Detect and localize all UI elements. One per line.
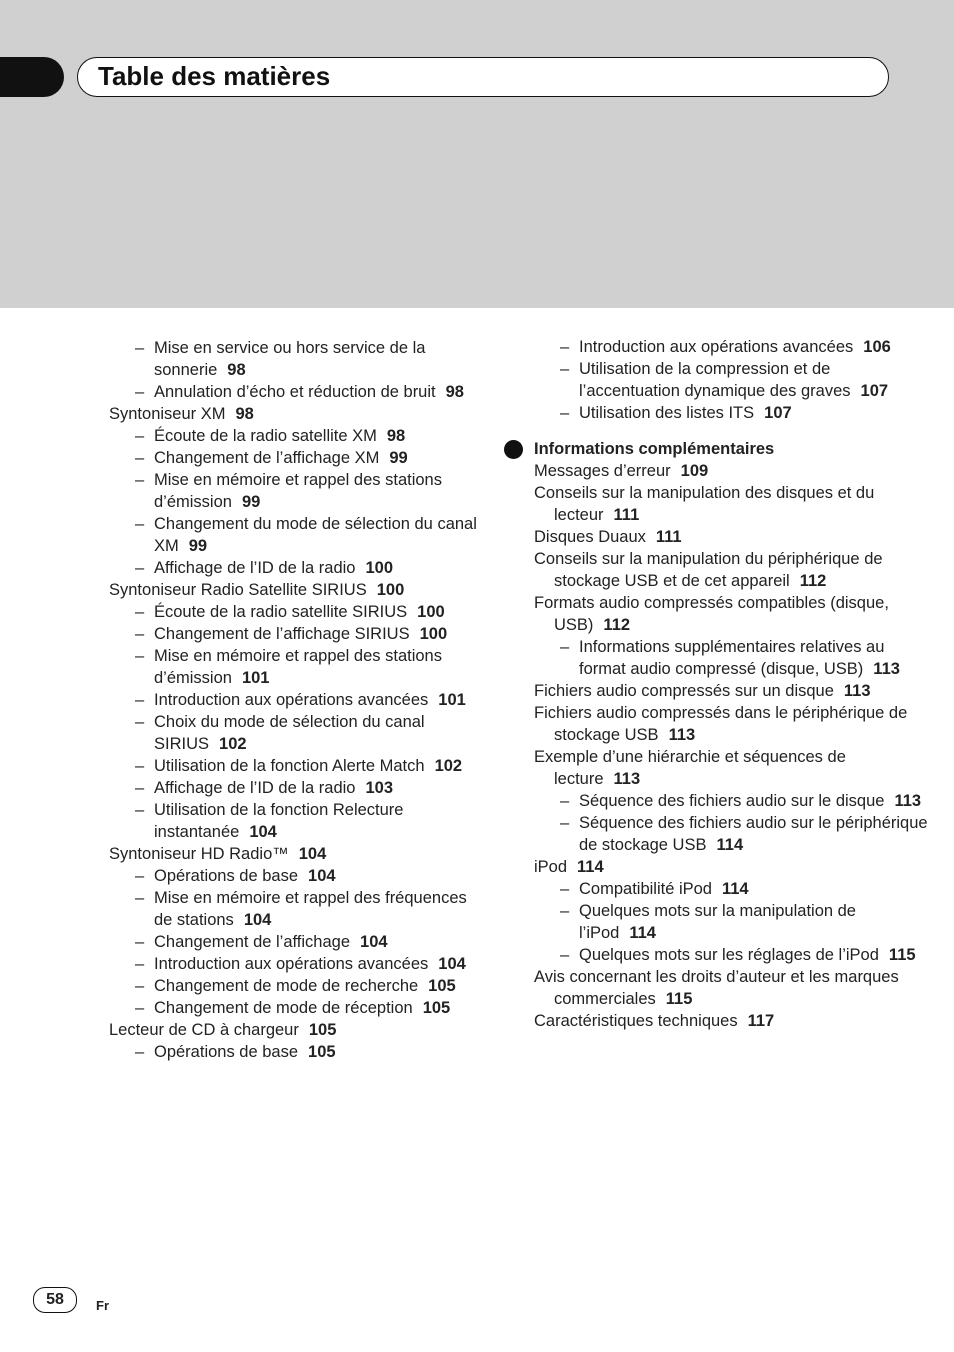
page-number-badge <box>33 1287 77 1313</box>
toc-entry[interactable] <box>534 460 934 482</box>
toc-dash: – <box>135 691 145 709</box>
toc-left-column <box>109 337 489 1063</box>
toc-entry-page: 104 <box>438 955 466 973</box>
toc-entry-page: 99 <box>389 449 408 467</box>
toc-entry-text: Mise en mémoire et rappel des stations d’émission <box>154 471 442 511</box>
toc-dash: – <box>560 814 570 832</box>
toc-entry-page: 113 <box>668 726 696 744</box>
toc-entry-page: 99 <box>188 537 208 555</box>
toc-entry[interactable] <box>109 601 489 623</box>
toc-dash: – <box>135 647 145 665</box>
toc-entry[interactable] <box>534 944 934 966</box>
toc-dash: – <box>135 955 145 973</box>
toc-entry[interactable] <box>109 799 489 843</box>
toc-entry[interactable] <box>109 645 489 689</box>
toc-entry-page: 104 <box>249 823 277 841</box>
toc-dash: – <box>560 404 570 422</box>
section-title: Informations complémentaires <box>534 440 775 458</box>
toc-entry-page: 100 <box>419 625 448 643</box>
toc-entry-text: Syntoniseur Radio Satellite SIRIUS <box>109 581 367 599</box>
toc-entry-page: 113 <box>894 792 922 810</box>
toc-entry-page: 100 <box>376 581 405 599</box>
toc-entry[interactable] <box>534 702 934 746</box>
toc-entry[interactable] <box>109 469 489 513</box>
toc-entry-page: 98 <box>235 405 254 423</box>
toc-entry-text: Mise en mémoire et rappel des fréquences de stations <box>154 889 467 929</box>
toc-entry-text: Séquence des fichiers audio sur le disque <box>579 792 885 810</box>
toc-dash: – <box>135 933 145 951</box>
toc-entry-text: Changement de mode de réception <box>154 999 413 1017</box>
toc-entry-page: 112 <box>799 572 827 590</box>
toc-entry-page: 113 <box>613 770 641 788</box>
toc-entry-page: 104 <box>298 845 327 863</box>
toc-entry-text: Lecteur de CD à chargeur <box>109 1021 299 1039</box>
toc-entry-page: 101 <box>438 691 466 709</box>
toc-entry-page: 105 <box>308 1021 337 1039</box>
toc-entry[interactable] <box>109 865 489 887</box>
toc-entry-text: Opérations de base <box>154 1043 299 1061</box>
toc-entry[interactable] <box>109 557 489 579</box>
toc-entry-text: Affichage de l’ID de la radio <box>154 779 356 797</box>
toc-entry[interactable] <box>109 1041 489 1063</box>
toc-dash: – <box>135 999 145 1017</box>
toc-entry-text: Changement de l’affichage <box>154 933 351 951</box>
toc-entry[interactable] <box>534 856 934 878</box>
toc-dash: – <box>560 792 570 810</box>
section-bullet-icon <box>504 440 523 459</box>
toc-entry-page: 113 <box>873 660 900 678</box>
toc-dash: – <box>135 779 145 797</box>
toc-dash: – <box>135 1043 145 1061</box>
toc-dash: – <box>135 977 145 995</box>
toc-dash: – <box>135 449 145 467</box>
toc-entry-text: Exemple d’une hiérarchie et séquences de lecture <box>534 748 846 788</box>
toc-dash: – <box>135 471 145 489</box>
toc-entry-page: 107 <box>764 404 792 422</box>
header-band <box>0 0 954 308</box>
page-title: Table des matières <box>98 61 331 91</box>
toc-entry-page: 104 <box>308 867 336 885</box>
toc-dash: – <box>135 603 145 621</box>
toc-entry[interactable] <box>109 1019 489 1041</box>
toc-entry-text: Séquence des fichiers audio sur le périphérique de stockage USB <box>579 814 928 854</box>
toc-entry[interactable] <box>534 592 934 636</box>
toc-entry-page: 113 <box>843 682 871 700</box>
toc-entry[interactable] <box>109 337 489 381</box>
toc-entry-text: Disques Duaux <box>534 528 646 546</box>
toc-entry[interactable] <box>109 887 489 931</box>
toc-entry-page: 106 <box>863 338 891 356</box>
toc-dash: – <box>135 713 145 731</box>
toc-entry-page: 101 <box>241 669 270 687</box>
toc-entry[interactable] <box>109 513 489 557</box>
toc-entry[interactable] <box>109 755 489 777</box>
toc-entry[interactable] <box>109 579 489 601</box>
toc-entry[interactable] <box>534 790 934 812</box>
toc-entry-page: 105 <box>428 977 456 995</box>
toc-entry[interactable] <box>109 997 489 1019</box>
toc-entry-page: 111 <box>613 506 640 524</box>
toc-entry[interactable] <box>109 777 489 799</box>
toc-entry-page: 99 <box>241 493 261 511</box>
toc-entry-page: 114 <box>721 880 749 898</box>
toc-entry-text: Fichiers audio compressés sur un disque <box>534 682 834 700</box>
toc-entry-page: 107 <box>860 382 889 400</box>
toc-dash: – <box>560 880 570 898</box>
toc-dash: – <box>135 757 145 775</box>
toc-dash: – <box>135 801 145 819</box>
toc-entry[interactable] <box>534 812 934 856</box>
toc-entry[interactable] <box>534 336 934 358</box>
toc-entry[interactable] <box>109 953 489 975</box>
toc-entry[interactable] <box>109 975 489 997</box>
toc-dash: – <box>135 515 145 533</box>
section-heading[interactable] <box>534 438 934 460</box>
toc-entry-text: Conseils sur la manipulation des disques et du lecteur <box>534 484 875 524</box>
toc-entry-page: 112 <box>603 616 631 634</box>
toc-entry-page: 114 <box>577 858 604 876</box>
toc-entry-page: 114 <box>629 924 656 942</box>
toc-entry-text: Quelques mots sur les réglages de l’iPod <box>579 946 879 964</box>
toc-entry[interactable] <box>109 447 489 469</box>
toc-entry[interactable] <box>534 680 934 702</box>
toc-entry-text: Affichage de l’ID de la radio <box>154 559 356 577</box>
toc-entry-page: 117 <box>747 1012 775 1030</box>
toc-entry[interactable] <box>534 482 934 526</box>
toc-entry-text: Mise en service ou hors service de la sonnerie <box>154 339 426 379</box>
toc-dash: – <box>560 946 570 964</box>
toc-dash: – <box>135 889 145 907</box>
toc-entry-text: Choix du mode de sélection du canal SIRIUS <box>154 713 425 753</box>
toc-entry-text: Syntoniseur XM <box>109 405 226 423</box>
header-tab-marker <box>0 57 64 97</box>
toc-entry-text: Fichiers audio compressés dans le périphérique de stockage USB <box>534 704 908 744</box>
toc-dash: – <box>135 625 145 643</box>
toc-entry-text: Utilisation de la compression et de l’accentuation dynamique des graves <box>579 360 851 400</box>
toc-dash: – <box>560 638 570 656</box>
toc-entry-text: Caractéristiques techniques <box>534 1012 738 1030</box>
toc-entry-page: 114 <box>716 836 744 854</box>
toc-entry[interactable] <box>534 636 934 680</box>
toc-entry-page: 102 <box>219 735 247 753</box>
toc-dash: – <box>135 867 145 885</box>
toc-entry-page: 104 <box>243 911 272 929</box>
toc-entry[interactable] <box>109 689 489 711</box>
toc-entry-page: 115 <box>665 990 693 1008</box>
toc-entry-text: Quelques mots sur la manipulation de l’iPod <box>579 902 856 942</box>
toc-entry-text: Compatibilité iPod <box>579 880 712 898</box>
toc-entry[interactable] <box>109 381 489 403</box>
toc-dash: – <box>135 559 145 577</box>
toc-entry-page: 105 <box>308 1043 336 1061</box>
toc-entry[interactable] <box>534 878 934 900</box>
toc-dash: – <box>135 339 145 357</box>
toc-entry-page: 115 <box>888 946 916 964</box>
language-code: Fr <box>96 1298 109 1313</box>
toc-section-entries <box>534 460 934 1032</box>
toc-entry-text: Changement de l’affichage SIRIUS <box>154 625 410 643</box>
toc-entry-text: Utilisation de la fonction Relecture instantanée <box>154 801 404 841</box>
toc-entry[interactable] <box>534 966 934 1010</box>
toc-entry[interactable] <box>109 931 489 953</box>
toc-dash: – <box>135 427 145 445</box>
toc-entry-text: Changement de l’affichage XM <box>154 449 380 467</box>
toc-entry-page: 109 <box>680 462 709 480</box>
toc-entry[interactable] <box>109 711 489 755</box>
toc-dash: – <box>135 383 145 401</box>
toc-entry-page: 104 <box>360 933 388 951</box>
toc-entry[interactable] <box>534 358 934 402</box>
toc-entry-text: Opérations de base <box>154 867 299 885</box>
page-number: 58 <box>46 1291 64 1308</box>
toc-entry[interactable] <box>109 425 489 447</box>
toc-entry-page: 98 <box>386 427 406 445</box>
toc-entry-text: Messages d’erreur <box>534 462 671 480</box>
toc-dash: – <box>560 338 570 356</box>
toc-entry-text: Introduction aux opérations avancées <box>579 338 854 356</box>
toc-entry-text: Conseils sur la manipulation du périphérique de stockage USB et de cet appareil <box>534 550 883 590</box>
toc-entry-page: 105 <box>422 999 451 1017</box>
toc-entry[interactable] <box>109 403 489 425</box>
toc-entry-text: Informations supplémentaires relatives au format audio compressé (disque, USB) <box>579 638 885 678</box>
toc-entry-page: 103 <box>365 779 394 797</box>
toc-entry-text: Changement de mode de recherche <box>154 977 419 995</box>
toc-entry-text: iPod <box>534 858 568 876</box>
toc-entry-page: 98 <box>227 361 246 379</box>
toc-entry[interactable] <box>534 548 934 592</box>
toc-entry-text: Écoute de la radio satellite XM <box>154 427 377 445</box>
toc-entry-text: Avis concernant les droits d’auteur et les marques commerciales <box>534 968 899 1008</box>
toc-entry[interactable] <box>534 900 934 944</box>
toc-right-top-entries <box>534 336 934 424</box>
toc-entry[interactable] <box>109 623 489 645</box>
toc-entry-text: Utilisation de la fonction Alerte Match <box>154 757 425 775</box>
toc-entry[interactable] <box>534 526 934 548</box>
toc-right-column <box>534 336 934 1032</box>
toc-entry-text: Formats audio compressés compatibles (disque, USB) <box>534 594 889 634</box>
toc-entry[interactable] <box>534 402 934 424</box>
toc-entry-text: Introduction aux opérations avancées <box>154 955 429 973</box>
toc-dash: – <box>560 360 570 378</box>
toc-entry-text: Mise en mémoire et rappel des stations d’émission <box>154 647 442 687</box>
toc-entry-text: Introduction aux opérations avancées <box>154 691 429 709</box>
toc-entry-text: Utilisation des listes ITS <box>579 404 755 422</box>
toc-entry-page: 102 <box>434 757 463 775</box>
toc-entry-text: Syntoniseur HD Radio™ <box>109 845 289 863</box>
toc-entry-text: Changement du mode de sélection du canal XM <box>154 515 477 555</box>
toc-entry-text: Annulation d’écho et réduction de bruit <box>154 383 436 401</box>
toc-entry[interactable] <box>534 1010 934 1032</box>
toc-entry-page: 100 <box>365 559 394 577</box>
toc-entry[interactable] <box>534 746 934 790</box>
title-box <box>77 57 889 97</box>
toc-entry-text: Écoute de la radio satellite SIRIUS <box>154 603 408 621</box>
toc-entry-page: 98 <box>445 383 464 401</box>
toc-entry-page: 111 <box>655 528 682 546</box>
toc-dash: – <box>560 902 570 920</box>
toc-entry-page: 100 <box>417 603 445 621</box>
toc-entry[interactable] <box>109 843 489 865</box>
